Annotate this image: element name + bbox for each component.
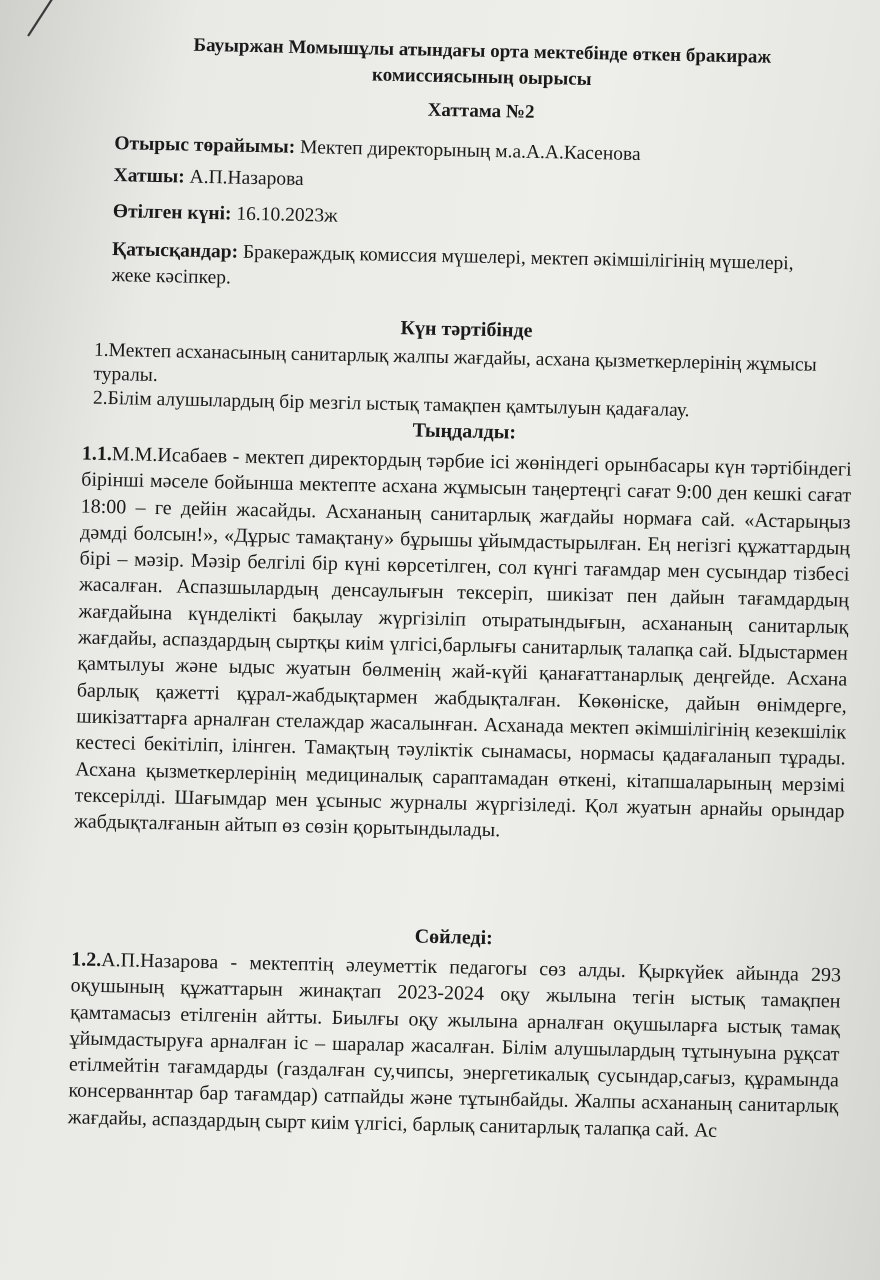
- agenda-item: 2.Білім алушылардың бір мезгіл ыстық тамақпен қамтылуын қадағалау.: [92, 387, 690, 422]
- spoke-paragraph: [68, 946, 842, 1146]
- spoke-number: 1.2.: [71, 948, 102, 971]
- date-line: [113, 199, 813, 240]
- secretary-label: Хатшы:: [113, 165, 185, 188]
- pen-stroke-mark: [17, 0, 64, 38]
- agenda-list: [93, 339, 834, 426]
- listened-number: 1.1.: [81, 442, 113, 466]
- agenda-heading: Күн тәртібінде: [400, 317, 533, 342]
- listened-text: М.М.Исабаев - мектеп директордың тәрбие ісі жөніндегі орынбасары күн тәртібіндегі бірінші мәселе бойынша мектепте асхана жұмысын таңертеңгі сағат 9:00 ден кешкі сағат 18:00 – ге дейін жасайды. Асхананың санитарлық жағдайы нормаға сай. «Астарыңыз дәмді болсын!», «Дұрыс тамақтану» бұрышы ұйымдастырылған. Ең негізгі құжаттардың бірі – мәзір. Мәзір белгілі бір күні көрсетілген, сол күнгі тағамдар мен сусындар тізбесі жасалған. Аспазшылардың денсаулығын тексеріп, шикізат пен дайын тағамдардың жағдайына күнделікті бақылау жүргізіліп отыратындығын, асхананың санитарлық жағдайы, аспаздардың сыртқы киім үлгісі,барлығы санитарлық талапқа сай. Ыдыстармен қамтылуы және ыдыс жуатын бөлменің жай-күйі қанағаттанарлық деңгейде. Асхана барлық қажетті құрал-жабдықтармен жабдықталған. Көкөніске, дайын өнімдерге, шикізаттарға арналған стелаждар жасалынған. Асханада мектеп әкімшілігінің кезекшілік кестесі бекітіліп, ілінген. Тамақтың тәуліктік сынамасы, нормасы қадағаланып тұрады. Асхана қызметкерлерінің медициналық сараптамадан өткені, кітапшаларының мерзімі тексерілді. Шағымдар мен ұсыныс журналы жүргізіледі. Қол жуатын арнайы орындар жабдықталғанын айтып өз сөзін қорытындылады.: [73, 443, 852, 842]
- spoke-heading: Сөйледі:: [414, 925, 494, 950]
- document-title: Бауыржан Момышұлы атындағы орта мектебінде өткен бракираж комиссиясының оырысы: [193, 34, 772, 91]
- participants-value: Бракераждық комиссия мүшелері, мектеп әкімшілігінің мүшелері, жеке кәсіпкер.: [111, 241, 794, 289]
- date-label: Өтілген күні:: [112, 201, 232, 225]
- listened-heading: Тыңдалды:: [412, 419, 517, 444]
- protocol-number: Хаттама №2: [427, 99, 535, 123]
- chair-label: Отырыс төрайымы:: [114, 133, 296, 158]
- date-value: 16.10.2023ж: [236, 203, 338, 227]
- participants-label: Қатысқандар:: [111, 239, 239, 263]
- agenda-item: 1.Мектеп асханасының санитарлық жалпы жағдайы, асхана қызметкерлерінің жұмысы туралы.: [93, 339, 817, 387]
- spoke-text: А.П.Назарова - мектептің әлеуметтік педагогы сөз алды. Қыркүйек айында 293 оқушының құжаттарын жинақтап 2023-2024 оқу жылына тегін ыстық тамақпен қамтамасыз етілгенін айтты. Биылғы оқу жылына арналған оқушыларға ыстық тамақ ұйымдастыруға арналған іс – шаралар жасалған. Білім алушылардың тұтынуына рұқсат етілмейтін тағамдарды (газдалған су,чипсы, энергетикалық сусындар,сағыз, құрамында консерваннтар бар тағамдар) сатпайды және тұтынбайды. Жалпы асхананың санитарлық жағдайы, аспаздардың сырт киім үлгісі, барлық санитарлық талапқа сай. Ас: [67, 948, 842, 1142]
- participants-line: [111, 237, 812, 304]
- listened-paragraph: [74, 440, 852, 850]
- chair-value: Мектеп директорының м.а.А.А.Касенова: [299, 136, 641, 166]
- secretary-value: А.П.Назарова: [189, 166, 304, 191]
